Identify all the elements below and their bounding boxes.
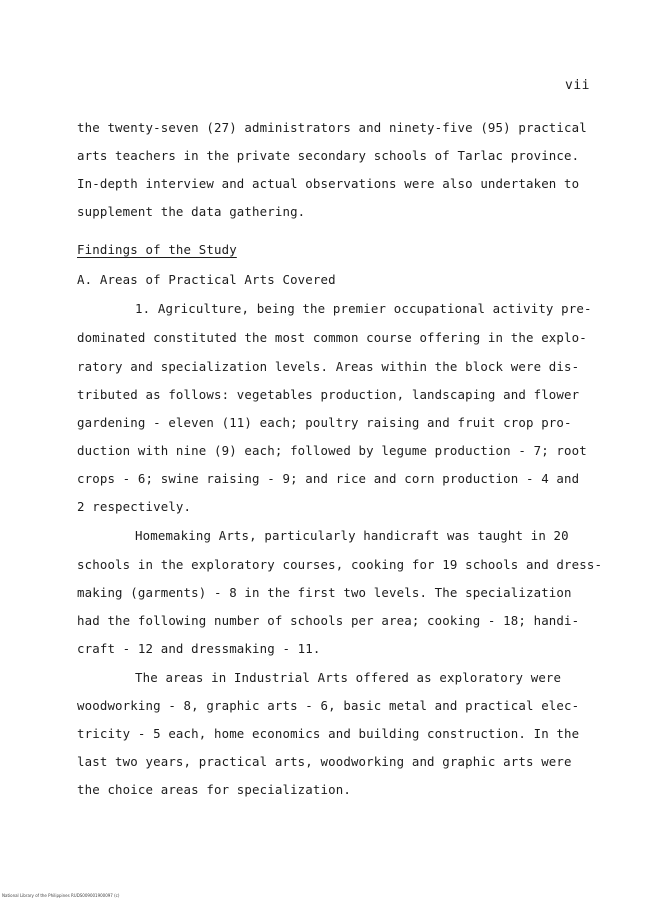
intro-line: the twenty-seven (27) administrators and ninety-five (95) practical [77,120,587,135]
subsection-heading: A. Areas of Practical Arts Covered [77,272,336,287]
industrial-line: last two years, practical arts, woodworking and graphic arts were [77,754,572,769]
intro-line: supplement the data gathering. [77,204,306,219]
homemaking-line: had the following number of schools per area; cooking - 18; handi- [77,613,580,628]
agriculture-line: gardening - eleven (11) each; poultry raising and fruit crop pro- [77,415,572,430]
agriculture-line: ratory and specialization levels. Areas within the block were dis- [77,359,580,374]
industrial-line: The areas in Industrial Arts offered as exploratory were [135,670,562,685]
agriculture-line: dominated constituted the most common course offering in the explo- [77,330,587,345]
scan-footer: National Library of the Philippines RUDS009001900097 (c) [2,893,120,898]
section-heading: Findings of the Study [77,242,237,257]
agriculture-line: crops - 6; swine raising - 9; and rice and corn production - 4 and [77,471,580,486]
page-number: vii [565,78,590,93]
industrial-line: tricity - 5 each, home economics and building construction. In the [77,726,580,741]
intro-line: In-depth interview and actual observations were also undertaken to [77,176,580,191]
agriculture-line: 1. Agriculture, being the premier occupational activity pre- [135,301,592,316]
agriculture-line: tributed as follows: vegetables production, landscaping and flower [77,387,580,402]
homemaking-line: schools in the exploratory courses, cooking for 19 schools and dress- [77,557,603,572]
intro-line: arts teachers in the private secondary schools of Tarlac province. [77,148,580,163]
homemaking-line: Homemaking Arts, particularly handicraft was taught in 20 [135,528,569,543]
agriculture-line: duction with nine (9) each; followed by legume production - 7; root [77,443,587,458]
industrial-line: woodworking - 8, graphic arts - 6, basic metal and practical elec- [77,698,580,713]
homemaking-line: craft - 12 and dressmaking - 11. [77,641,321,656]
industrial-line: the choice areas for specialization. [77,782,351,797]
homemaking-line: making (garments) - 8 in the first two levels. The specialization [77,585,572,600]
agriculture-line: 2 respectively. [77,499,192,514]
